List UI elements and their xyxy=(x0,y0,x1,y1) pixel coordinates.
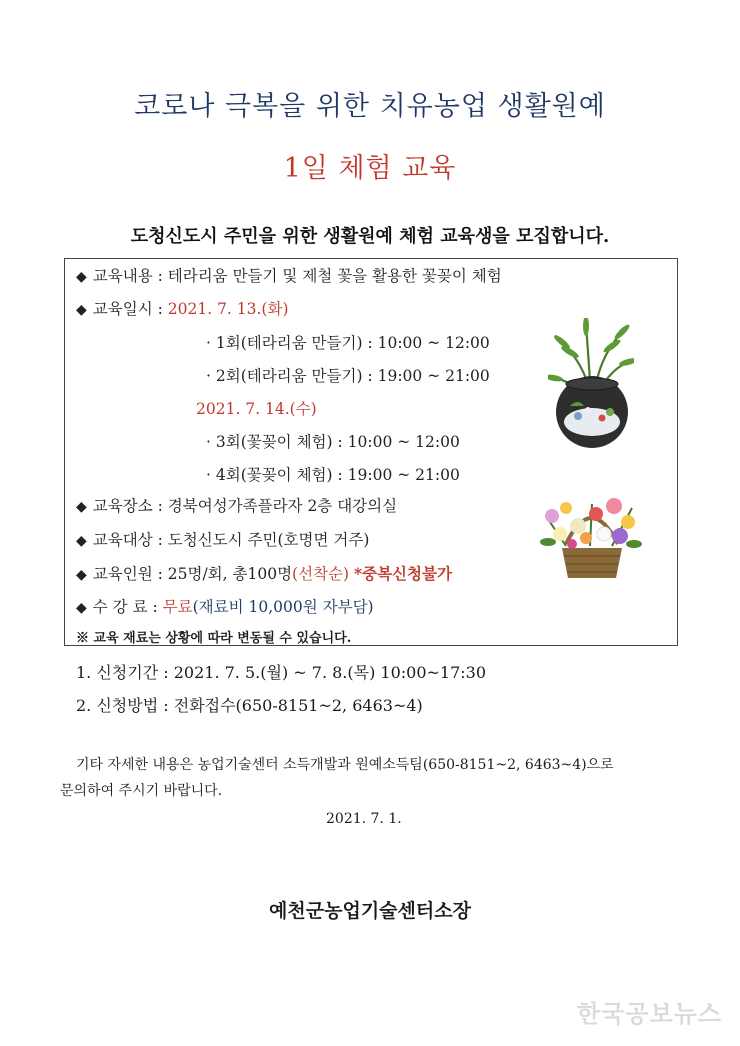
info-capacity: ◆ 교육인원 : 25명/회, 총100명(선착순) *중복신청불가 xyxy=(76,564,452,583)
recruitment-headline: 도청신도시 주민을 위한 생활원예 체험 교육생을 모집합니다. xyxy=(130,226,610,247)
inquiry-line-2: 문의하여 주시기 바랍니다. xyxy=(60,783,223,799)
info-target: ◆ 교육대상 : 도청신도시 주민(호명면 거주) xyxy=(76,531,370,549)
notice-date: 2021. 7. 1. xyxy=(326,811,402,827)
diamond-bullet-icon: ◆ xyxy=(76,600,87,616)
diamond-bullet-icon: ◆ xyxy=(76,269,87,285)
diamond-bullet-icon: ◆ xyxy=(76,302,87,318)
poster-subtitle-red: 1일 체험 교육 xyxy=(283,153,457,184)
session-3: · 3회(꽃꽂이 체험) : 10:00 ~ 12:00 xyxy=(206,433,460,451)
schedule-date-1: 2021. 7. 13.(화) xyxy=(167,300,289,318)
session-1: · 1회(테라리움 만들기) : 10:00 ~ 12:00 xyxy=(206,334,490,352)
session-4: · 4회(꽃꽂이 체험) : 19:00 ~ 21:00 xyxy=(206,466,460,484)
session-2: · 2회(테라리움 만들기) : 19:00 ~ 21:00 xyxy=(206,367,490,385)
application-method: 2. 신청방법 : 전화접수(650-8151~2, 6463~4) xyxy=(76,696,423,715)
first-come-badge: (선착순) xyxy=(292,565,350,583)
issuer-signature: 예천군농업기술센터소장 xyxy=(269,900,471,922)
no-duplicate-warning: *중복신청불가 xyxy=(354,564,452,583)
inquiry-line-1: 기타 자세한 내용은 농업기술센터 소득개발과 원예소득팀(650-8151~2, 6463~4)으로 xyxy=(76,757,614,773)
diamond-bullet-icon: ◆ xyxy=(76,567,87,583)
info-note: ※ 교육 재료는 상황에 따라 변동될 수 있습니다. xyxy=(76,631,352,646)
diamond-bullet-icon: ◆ xyxy=(76,499,87,515)
poster-title: 코로나 극복을 위한 치유농업 생활원예 xyxy=(134,91,606,122)
info-schedule: ◆ 교육일시 : 2021. 7. 13.(화) xyxy=(76,300,289,318)
diamond-bullet-icon: ◆ xyxy=(76,533,87,549)
info-fee: ◆ 수 강 료 : 무료(재료비 10,000원 자부담) xyxy=(76,598,374,616)
fee-material: (재료비 10,000원 자부담) xyxy=(192,598,374,616)
terrarium-image xyxy=(548,318,634,450)
fee-free: 무료 xyxy=(162,598,193,616)
schedule-date-2: 2021. 7. 14.(수) xyxy=(196,400,317,418)
info-place: ◆ 교육장소 : 경북여성가족플라자 2층 대강의실 xyxy=(76,497,398,515)
application-period: 1. 신청기간 : 2021. 7. 5.(월) ~ 7. 8.(목) 10:00~17:30 xyxy=(76,663,487,682)
flower-basket-image xyxy=(536,486,646,586)
info-content: ◆ 교육내용 : 테라리움 만들기 및 제철 꽃을 활용한 꽃꽂이 체험 xyxy=(76,267,502,285)
watermark: 한국공보뉴스 xyxy=(576,1000,722,1028)
